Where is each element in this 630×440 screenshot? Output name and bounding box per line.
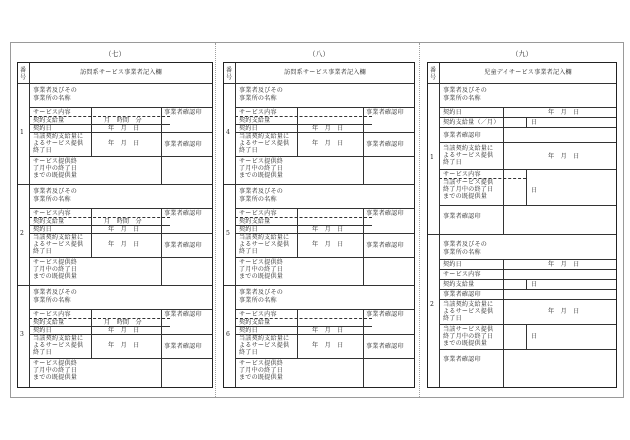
contract-date-label: 契約日	[443, 261, 462, 268]
contract-date-value: 年 月 日	[312, 327, 344, 334]
confirm-stamp-label: 事業者確認印	[443, 291, 481, 298]
confirm-stamp-label: 事業者確認印	[366, 141, 404, 148]
contract-amount-label: 契約支給量	[239, 117, 271, 124]
service-label: サービス内容	[33, 210, 71, 217]
contract-date-label: 契約日	[239, 125, 258, 132]
end-date-label: 当該契約支給量によるサービス提供終了日	[239, 335, 290, 356]
contract-amount-label: 契約支給量	[443, 281, 475, 288]
contract-amount-label: 契約支給量（／月）	[443, 119, 500, 126]
record-number: 1	[430, 154, 435, 161]
provider-name-label: 事業者及びその事業所の名称	[239, 188, 284, 203]
record-number: 3	[20, 331, 25, 338]
end-date-value: 年 月 日	[312, 140, 344, 147]
provider-name-label: 事業者及びその事業所の名称	[443, 241, 488, 256]
record-5	[224, 185, 414, 285]
provided-amount-label: サービス提供終了月中の終了日までの既提供量	[33, 158, 78, 179]
end-date-value: 年 月 日	[312, 342, 344, 349]
end-date-value: 年 月 日	[108, 241, 140, 248]
confirm-stamp-label: 事業者確認印	[366, 311, 404, 318]
provider-name-label: 事業者及びその事業所の名称	[443, 87, 488, 102]
end-date-label: 当該契約支給量によるサービス提供終了日	[33, 335, 84, 356]
service-label: サービス内容	[239, 210, 277, 217]
contract-date-label: 契約日	[239, 327, 258, 334]
record-number: 4	[226, 129, 231, 136]
provided-amount-label: サービス提供終了月中の終了日までの既提供量	[239, 259, 284, 280]
record-3	[18, 286, 212, 387]
form-sheet	[10, 42, 624, 398]
confirm-stamp-label: 事業者確認印	[443, 213, 481, 220]
end-date-label: 当該契約支給量によるサービス提供終了日	[239, 234, 290, 255]
confirm-stamp-label: 事業者確認印	[366, 343, 404, 350]
provider-name-label: 事業者及びその事業所の名称	[33, 188, 78, 203]
confirm-stamp-label: 事業者確認印	[164, 311, 202, 318]
service-label: サービス内容	[33, 311, 71, 318]
end-date-value: 年 月 日	[548, 308, 580, 315]
provided-amount-label: 当該サービス提供終了月中の終了日までの既提供量	[443, 326, 494, 347]
confirm-stamp-label: 事業者確認印	[366, 242, 404, 249]
day-unit: 日	[531, 333, 538, 340]
contract-date-value: 年 月 日	[312, 125, 344, 132]
service-label: サービス内容	[239, 109, 277, 116]
form-table	[17, 62, 213, 388]
contract-date-value: 年 月 日	[548, 109, 580, 116]
number-header: 番号	[429, 67, 437, 81]
confirm-stamp-label: 事業者確認印	[443, 132, 481, 139]
provider-name-label: 事業者及びその事業所の名称	[33, 289, 78, 304]
record-2	[428, 235, 616, 387]
provider-name-label: 事業者及びその事業所の名称	[239, 87, 284, 102]
end-date-label: 当該契約支給量によるサービス提供終了日	[443, 145, 494, 166]
contract-date-label: 契約日	[33, 125, 52, 132]
provided-amount-label: サービス提供終了月中の終了日までの既提供量	[33, 259, 78, 280]
number-header: 番号	[19, 67, 27, 81]
record-2	[18, 185, 212, 285]
service-label: サービス内容	[443, 271, 481, 278]
record-6	[224, 286, 414, 387]
column-title: 訪問系サービス事業者記入欄	[284, 69, 366, 76]
provider-name-label: 事業者及びその事業所の名称	[239, 289, 284, 304]
end-date-value: 年 月 日	[108, 140, 140, 147]
end-date-value: 年 月 日	[548, 153, 580, 160]
page-label: （八）	[308, 50, 330, 58]
page-8	[223, 43, 415, 397]
end-date-value: 年 月 日	[108, 342, 140, 349]
provided-amount-label: サービス提供終了月中の終了日までの既提供量	[239, 158, 284, 179]
confirm-stamp-label: 事業者確認印	[164, 141, 202, 148]
contract-date-label: 契約日	[33, 226, 52, 233]
record-number: 6	[226, 331, 231, 338]
confirm-stamp-label: 事業者確認印	[164, 210, 202, 217]
day-unit: 日	[531, 281, 538, 288]
record-1	[428, 84, 616, 234]
page-divider	[215, 43, 216, 397]
contract-date-value: 年 月 日	[108, 327, 140, 334]
confirm-stamp-label: 事業者確認印	[443, 356, 481, 363]
provider-name-label: 事業者及びその事業所の名称	[33, 87, 78, 102]
end-date-label: 当該契約支給量によるサービス提供終了日	[33, 133, 84, 154]
contract-date-value: 年 月 日	[108, 226, 140, 233]
page-9	[427, 43, 617, 397]
end-date-label: 当該契約支給量によるサービス提供終了日	[239, 133, 290, 154]
number-header: 番号	[225, 67, 233, 81]
column-title: 児童デイサービス事業者記入欄	[484, 69, 572, 76]
contract-amount-label: 契約支給量	[33, 319, 65, 326]
service-label: サービス内容	[443, 171, 481, 178]
page-label: （七）	[104, 50, 126, 58]
contract-date-value: 年 月 日	[548, 261, 580, 268]
provided-amount-label: 当該サービス提供終了月中の終了日までの既提供量	[443, 179, 494, 200]
contract-date-label: 契約日	[33, 327, 52, 334]
record-1	[18, 84, 212, 184]
provided-amount-label: サービス提供終了月中の終了日までの既提供量	[33, 360, 78, 381]
confirm-stamp-label: 事業者確認印	[164, 109, 202, 116]
contract-date-value: 年 月 日	[108, 125, 140, 132]
contract-amount-label: 契約支給量	[239, 218, 271, 225]
record-number: 2	[20, 230, 25, 237]
record-number: 2	[430, 301, 435, 308]
record-number: 5	[226, 230, 231, 237]
page-label: （九）	[511, 50, 533, 58]
end-date-label: 当該契約支給量によるサービス提供終了日	[33, 234, 84, 255]
service-label: サービス内容	[33, 109, 71, 116]
provided-amount-label: サービス提供終了月中の終了日までの既提供量	[239, 360, 284, 381]
page-7	[17, 43, 213, 397]
contract-units: 月 時間 分	[104, 117, 142, 124]
page-divider	[419, 43, 420, 397]
contract-date-value: 年 月 日	[312, 226, 344, 233]
contract-amount-label: 契約支給量	[239, 319, 271, 326]
day-unit: 日	[531, 187, 538, 194]
confirm-stamp-label: 事業者確認印	[164, 343, 202, 350]
confirm-stamp-label: 事業者確認印	[366, 210, 404, 217]
form-table	[223, 62, 415, 388]
contract-amount-label: 契約支給量	[33, 117, 65, 124]
end-date-value: 年 月 日	[312, 241, 344, 248]
end-date-label: 当該契約支給量によるサービス提供終了日	[443, 301, 494, 322]
column-title: 訪問系サービス事業者記入欄	[80, 69, 162, 76]
contract-date-label: 契約日	[443, 109, 462, 116]
form-table	[427, 62, 617, 388]
record-number: 1	[20, 129, 25, 136]
record-4	[224, 84, 414, 184]
contract-units: 月 時間 分	[104, 218, 142, 225]
confirm-stamp-label: 事業者確認印	[366, 109, 404, 116]
contract-amount-label: 契約支給量	[33, 218, 65, 225]
day-unit: 日	[531, 119, 538, 126]
contract-units: 月 時間 分	[104, 319, 142, 326]
confirm-stamp-label: 事業者確認印	[164, 242, 202, 249]
contract-date-label: 契約日	[239, 226, 258, 233]
service-label: サービス内容	[239, 311, 277, 318]
